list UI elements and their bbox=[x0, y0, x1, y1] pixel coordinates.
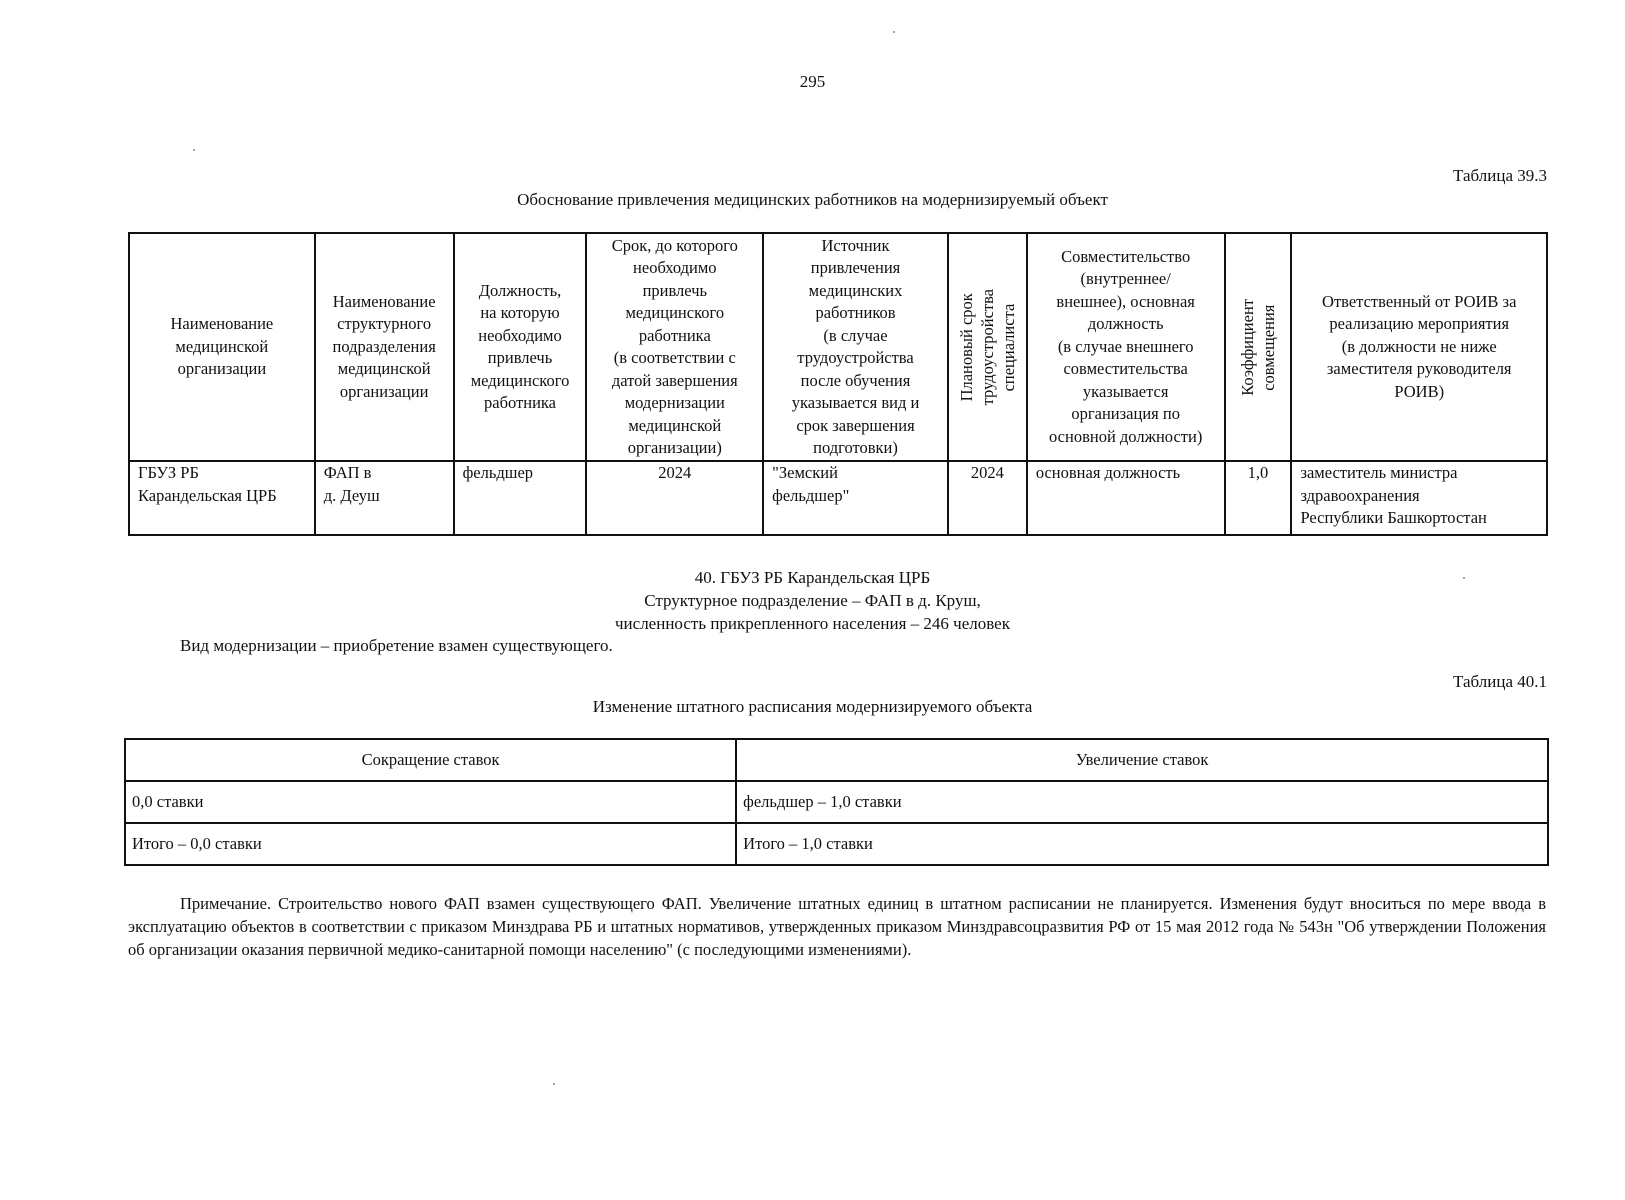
cell-reduction: 0,0 ставки bbox=[125, 781, 736, 823]
header-position: Должность, на которую необходимо привлечь медицинского работника bbox=[454, 233, 587, 461]
cell-reduction-total: Итого – 0,0 ставки bbox=[125, 823, 736, 865]
cell-source: "Земский фельдшер" bbox=[763, 461, 948, 535]
staff-justification-table bbox=[128, 232, 1548, 536]
header-reduction: Сокращение ставок bbox=[125, 739, 736, 781]
section-population: численность прикрепленного населения – 246 человек bbox=[615, 614, 1010, 633]
cell-part-time: основная должность bbox=[1027, 461, 1225, 535]
table-row-total bbox=[125, 823, 1548, 865]
cell-planned-date: 2024 bbox=[948, 461, 1027, 535]
cell-org-name: ГБУЗ РБ Карандельская ЦРБ bbox=[129, 461, 315, 535]
scan-speck bbox=[553, 1083, 555, 1085]
header-coefficient-text: Коэффициент совмещения bbox=[1237, 298, 1278, 396]
header-subdivision: Наименование структурного подразделения медицинской организации bbox=[315, 233, 454, 461]
cell-deadline: 2024 bbox=[586, 461, 763, 535]
cell-increase: фельдшер – 1,0 ставки bbox=[736, 781, 1548, 823]
note-paragraph: Примечание. Строительство нового ФАП взамен существующего ФАП. Увеличение штатных единиц в штатном расписании не планируется. Изменения будут вноситься по мере ввода в эксплуатацию объектов в соответствии с приказом Минздрава РБ и штатных нормативов, утвержденных приказом Минздравсоцразвития РФ от 15 мая 2012 года № 543н "Об утверждении Положения об организации оказания первичной медико-санитарной помощи населению" (с последующими изменениями). bbox=[128, 894, 1546, 959]
cell-coefficient: 1,0 bbox=[1225, 461, 1292, 535]
scan-speck bbox=[193, 149, 195, 151]
cell-subdivision: ФАП в д. Деуш bbox=[315, 461, 454, 535]
table-39-3-label: Таблица 39.3 bbox=[1453, 166, 1547, 185]
header-source: Источник привлечения медицинских работников (в случае трудоустройства после обучения указывается вид и срок завершения подготовки) bbox=[763, 233, 948, 461]
table-40-1-label: Таблица 40.1 bbox=[1453, 672, 1547, 691]
header-deadline: Срок, до которого необходимо привлечь медицинского работника (в соответствии с датой завершения модернизации медицинской организации) bbox=[586, 233, 763, 461]
table-row bbox=[125, 781, 1548, 823]
header-increase: Увеличение ставок bbox=[736, 739, 1548, 781]
section-heading: 40. ГБУЗ РБ Карандельская ЦРБ bbox=[694, 568, 931, 587]
header-part-time: Совместительство (внутреннее/ внешнее), основная должность (в случае внешнего совместительства указывается организация по основной должности) bbox=[1027, 233, 1225, 461]
table-row bbox=[129, 461, 1547, 535]
table-39-3-title: Обоснование привлечения медицинских работников на модернизируемый объект bbox=[517, 190, 1108, 209]
page-number: 295 bbox=[799, 72, 826, 91]
section-modernization-type: Вид модернизации – приобретение взамен существующего. bbox=[180, 636, 613, 655]
header-coefficient bbox=[1225, 233, 1292, 461]
cell-position: фельдшер bbox=[454, 461, 587, 535]
table-40-1-title: Изменение штатного расписания модернизируемого объекта bbox=[592, 697, 1033, 716]
table-header-row bbox=[129, 233, 1547, 461]
table-header-row bbox=[125, 739, 1548, 781]
header-planned-date-text: Плановый срок трудоустройства специалиста bbox=[956, 288, 1018, 406]
scan-speck bbox=[893, 31, 895, 33]
staffing-change-table bbox=[124, 738, 1549, 866]
cell-increase-total: Итого – 1,0 ставки bbox=[736, 823, 1548, 865]
header-responsible: Ответственный от РОИВ за реализацию мероприятия (в должности не ниже заместителя руководителя РОИВ) bbox=[1291, 233, 1547, 461]
header-planned-date bbox=[948, 233, 1027, 461]
header-org-name: Наименование медицинской организации bbox=[129, 233, 315, 461]
section-subdivision: Структурное подразделение – ФАП в д. Круш, bbox=[644, 591, 981, 610]
cell-responsible: заместитель министра здравоохранения Республики Башкортостан bbox=[1291, 461, 1547, 535]
scan-speck bbox=[1463, 577, 1465, 579]
